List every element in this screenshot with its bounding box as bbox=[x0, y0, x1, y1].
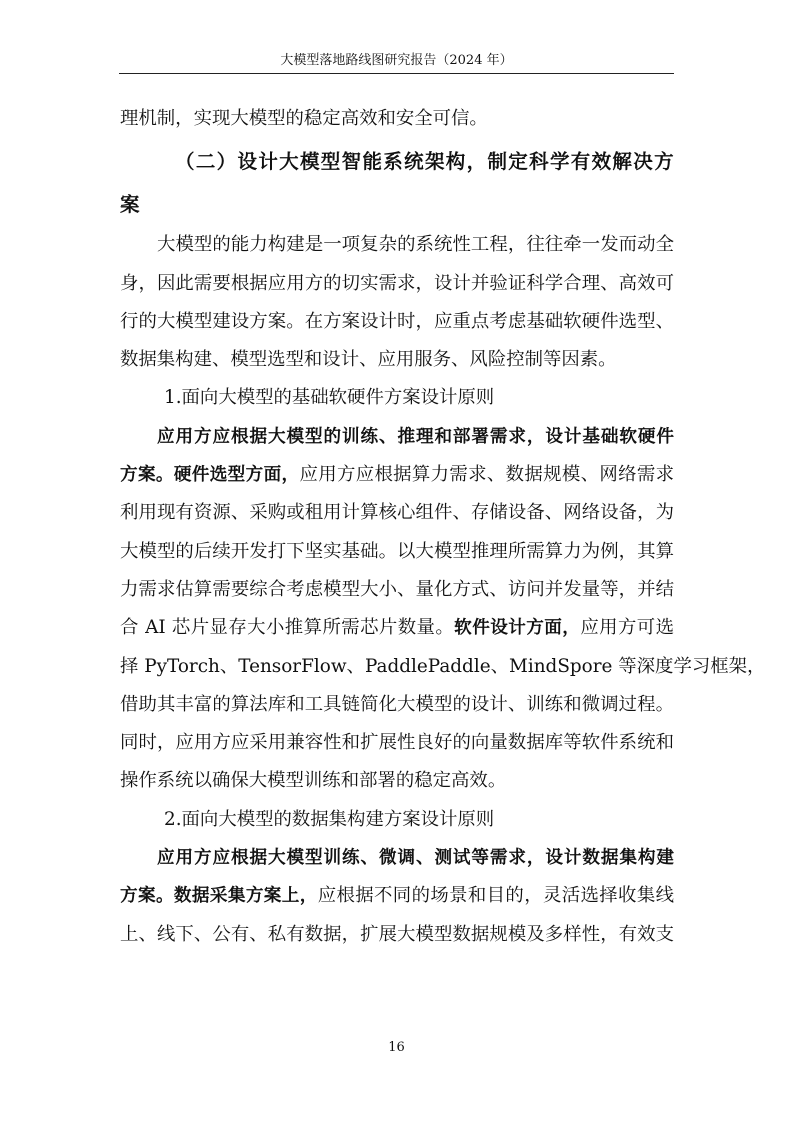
subsection-heading: 2.面向大模型的数据集构建方案设计原则 bbox=[164, 808, 495, 830]
paragraph-line: 上、线下、公有、私有数据，扩展大模型数据规模及多样性，有效支 bbox=[120, 923, 674, 945]
paragraph-line: 大模型的后续开发打下坚实基础。以大模型推理所需算力为例，其算 bbox=[120, 540, 674, 562]
section-heading-line: （二）设计大模型智能系统架构，制定科学有效解决方 bbox=[175, 150, 674, 174]
header-divider bbox=[119, 73, 674, 74]
bold-lead-text: 软件设计方面， bbox=[454, 618, 581, 639]
bold-lead-text: 应用方应根据大模型训练、微调、测试等需求，设计数据集构建 bbox=[157, 848, 674, 869]
running-header: 大模型落地路线图研究报告（2024 年） bbox=[280, 53, 513, 68]
paragraph-line bbox=[120, 877, 674, 915]
paragraph-line: 力需求估算需要综合考虑模型大小、量化方式、访问并发量等，并结 bbox=[120, 578, 674, 600]
paragraph-line: 同时，应用方应采用兼容性和扩展性良好的向量数据库等软件系统和 bbox=[120, 732, 674, 754]
body-text bbox=[120, 100, 766, 954]
paragraph-text: 合 AI 芯片显存大小推算所需芯片数量。 bbox=[120, 617, 455, 639]
bold-lead-text: 方案。硬件选型方面， bbox=[120, 465, 300, 486]
paragraph-line bbox=[120, 418, 674, 456]
paragraph-line bbox=[120, 839, 674, 877]
paragraph-line: 数据集构建、模型选型和设计、应用服务、风险控制等因素。 bbox=[120, 349, 617, 371]
bold-lead-text: 应用方应根据大模型的训练、推理和部署需求，设计基础软硬件 bbox=[157, 426, 674, 447]
paragraph-line: 利用现有资源、采购或租用计算核心组件、存储设备、网络设备，为 bbox=[120, 502, 674, 524]
paragraph-line: 操作系统以确保大模型训练和部署的稳定高效。 bbox=[120, 770, 507, 792]
paragraph-line: 择 PyTorch、TensorFlow、PaddlePaddle、MindSpore 等深度学习框架， bbox=[120, 655, 766, 677]
section-heading-line: 案 bbox=[120, 193, 140, 217]
paragraph-line: 身，因此需要根据应用方的切实需求，设计并验证科学合理、高效可 bbox=[120, 272, 674, 294]
paragraph-text: 应用方应根据算力需求、数据规模、网络需求 bbox=[299, 464, 674, 486]
paragraph-line: 借助其丰富的算法库和工具链简化大模型的设计、训练和微调过程。 bbox=[120, 693, 674, 715]
paragraph-continuation-line: 理机制，实现大模型的稳定高效和安全可信。 bbox=[120, 108, 488, 129]
paragraph-text: 应根据不同的场景和目的，灵活选择收集线 bbox=[317, 885, 674, 907]
subsection-heading: 1.面向大模型的基础软硬件方案设计原则 bbox=[164, 387, 495, 409]
paragraph-line bbox=[120, 456, 674, 494]
paragraph-line: 大模型的能力构建是一项复杂的系统性工程，往往牵一发而动全 bbox=[157, 234, 674, 256]
bold-lead-text: 方案。数据采集方案上， bbox=[120, 886, 318, 907]
page-number: 16 bbox=[388, 1040, 405, 1055]
paragraph-text: 应用方可选 bbox=[580, 617, 674, 639]
paragraph-line: 行的大模型建设方案。在方案设计时，应重点考虑基础软硬件选型、 bbox=[120, 310, 674, 332]
paragraph-line bbox=[120, 609, 674, 647]
